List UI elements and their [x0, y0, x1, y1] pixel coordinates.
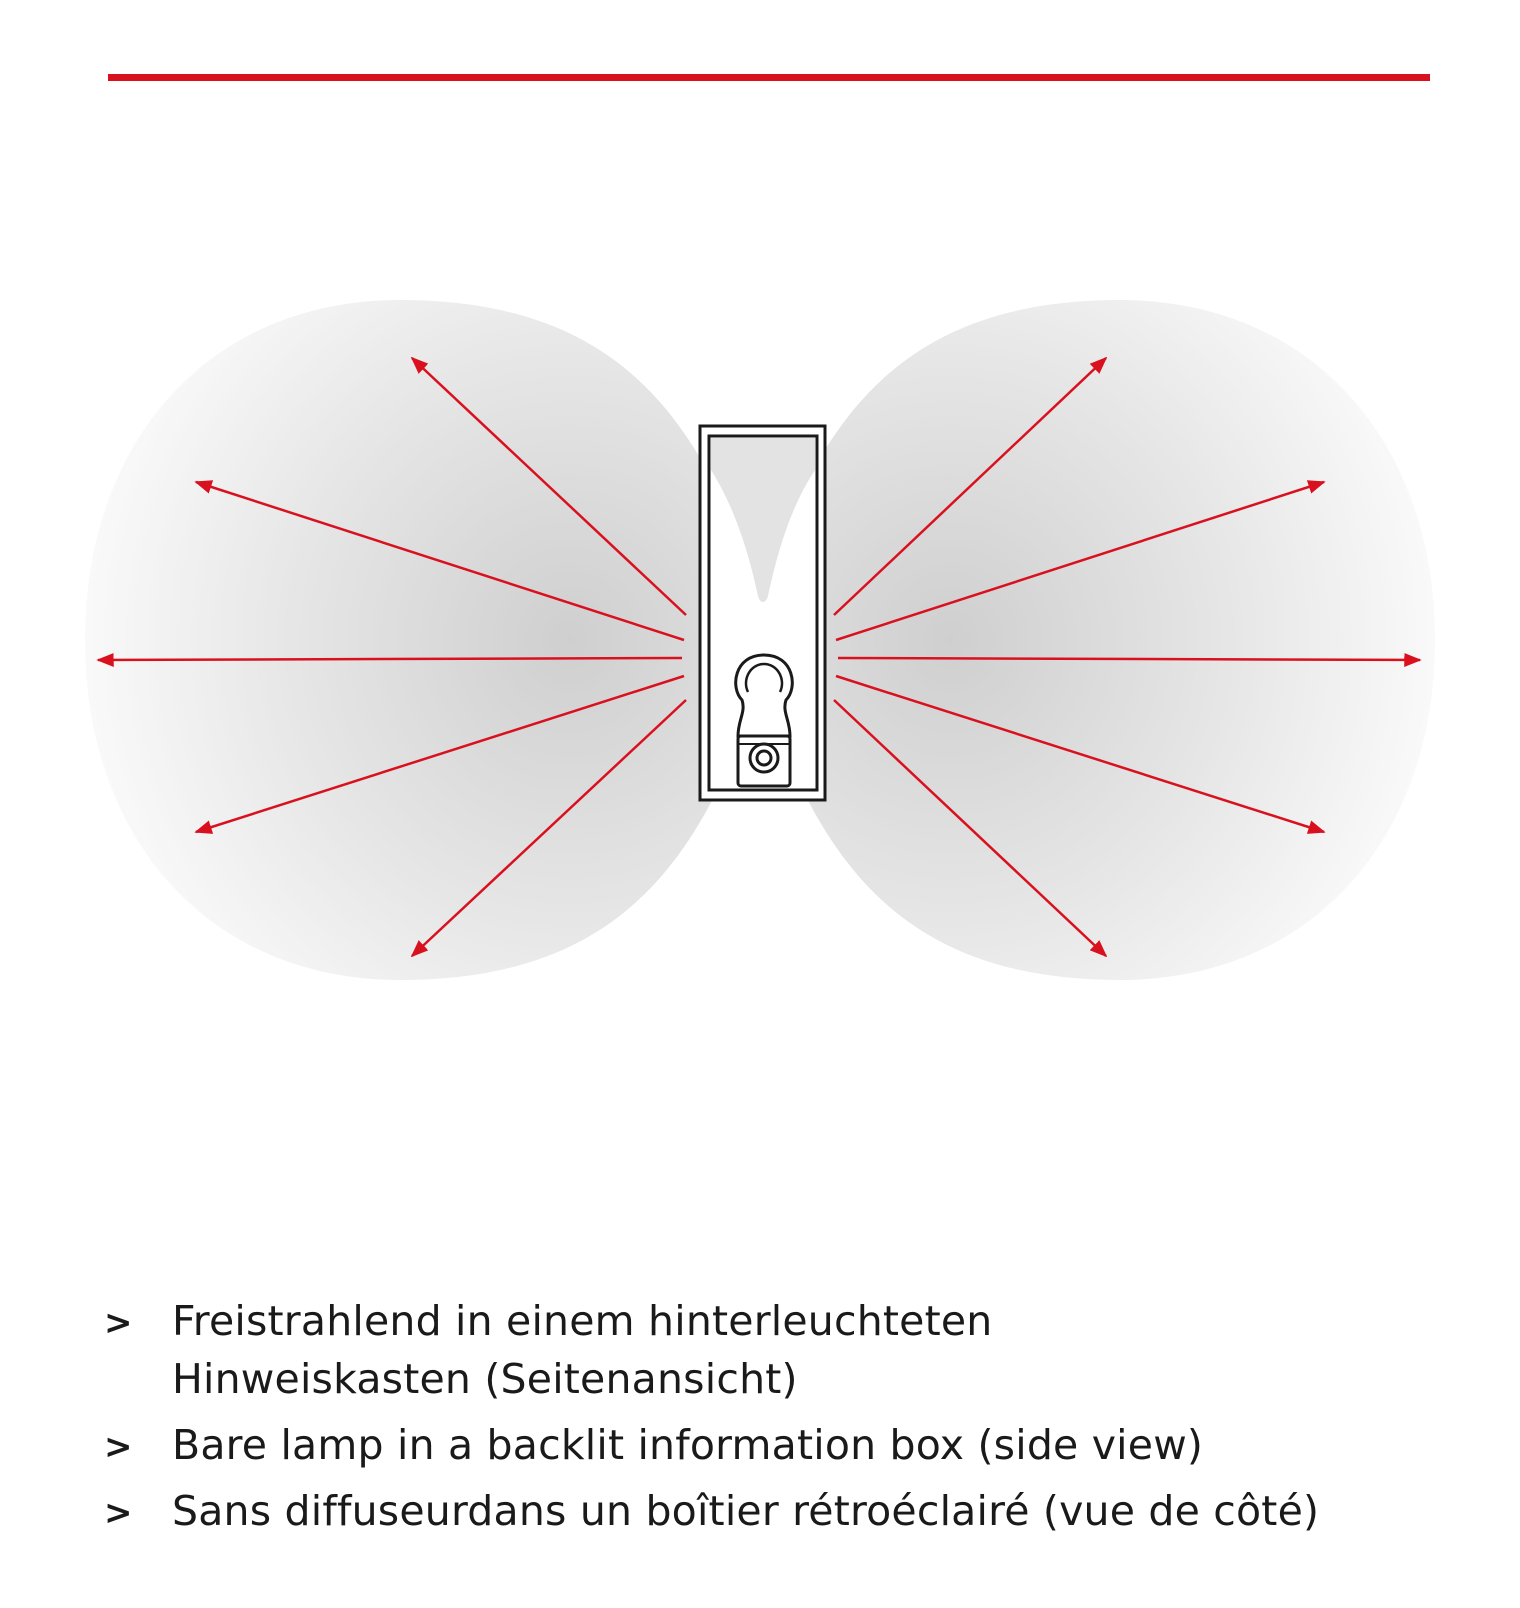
- list-item: [104, 1482, 1494, 1540]
- chevron-right-icon: >: [104, 1303, 133, 1343]
- lamp-icon: [736, 655, 793, 786]
- caption-text-en: Bare lamp in a backlit information box (side view): [172, 1421, 1204, 1469]
- caption-list: [104, 1292, 1494, 1548]
- caption-text-de: Freistrahlend in einem hinterleuchteten Hinweiskasten (Seitenansicht): [172, 1297, 993, 1403]
- left-light-lobe: [85, 300, 758, 980]
- caption-text-fr: Sans diffuseurdans un boîtier rétroéclairé (vue de côté): [172, 1487, 1320, 1535]
- right-light-lobe: [762, 300, 1435, 980]
- list-item: [104, 1416, 1494, 1474]
- list-item: [104, 1292, 1494, 1408]
- chevron-right-icon: >: [104, 1427, 133, 1467]
- chevron-right-icon: >: [104, 1493, 133, 1533]
